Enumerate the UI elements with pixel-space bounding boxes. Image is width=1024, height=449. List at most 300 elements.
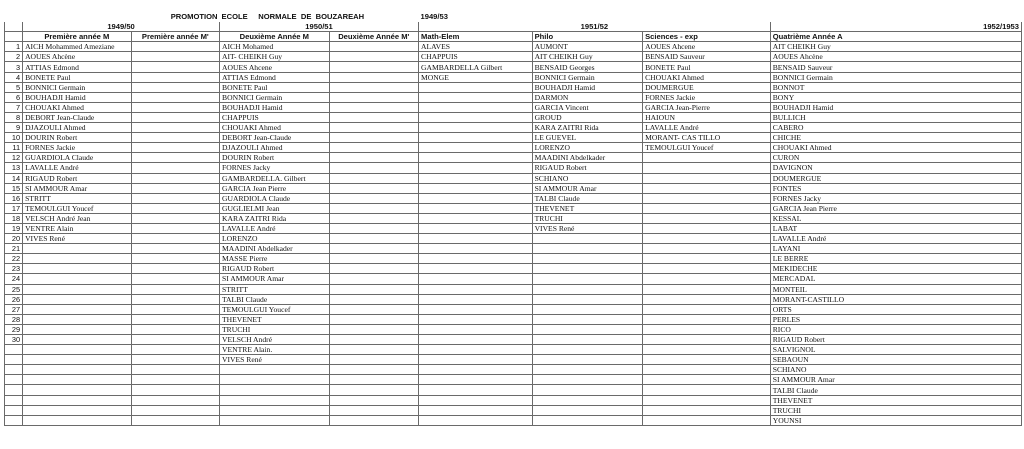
math-elem-cell <box>419 405 533 415</box>
philo-cell <box>532 375 643 385</box>
deuxieme-m-prime-cell <box>329 264 418 274</box>
table-row <box>5 415 1022 425</box>
math-elem-cell <box>419 415 533 425</box>
quatrieme-a-cell: DAVIGNON <box>770 163 1021 173</box>
sciences-exp-cell: BENSAID Sauveur <box>643 52 771 62</box>
sciences-exp-cell <box>643 375 771 385</box>
deuxieme-m-prime-cell <box>329 314 418 324</box>
sciences-exp-cell <box>643 294 771 304</box>
deuxieme-m-prime-cell <box>329 405 418 415</box>
sciences-exp-cell <box>643 324 771 334</box>
philo-cell: TALBI Claude <box>532 193 643 203</box>
philo-cell: GROUD <box>532 112 643 122</box>
deuxieme-m-prime-cell <box>329 304 418 314</box>
quatrieme-a-cell: AOUES Ahcène <box>770 52 1021 62</box>
quatrieme-a-cell: PERLES <box>770 314 1021 324</box>
col-philo: Philo <box>532 32 643 42</box>
sciences-exp-cell <box>643 395 771 405</box>
math-elem-cell <box>419 355 533 365</box>
quatrieme-a-cell: MEKIDECHE <box>770 264 1021 274</box>
math-elem-cell <box>419 153 533 163</box>
table-row <box>5 153 1022 163</box>
sciences-exp-cell <box>643 234 771 244</box>
premiere-m-cell <box>23 314 132 324</box>
math-elem-cell <box>419 304 533 314</box>
deuxieme-m-cell: LAVALLE André <box>220 223 330 233</box>
philo-cell <box>532 304 643 314</box>
row-number: 29 <box>5 324 23 334</box>
row-number: 4 <box>5 72 23 82</box>
sciences-exp-cell: MORANT- CAS TILLO <box>643 133 771 143</box>
table-row <box>5 405 1022 415</box>
quatrieme-a-cell: MORANT-CASTILLO <box>770 294 1021 304</box>
premiere-m-cell <box>23 335 132 345</box>
philo-cell <box>532 244 643 254</box>
deuxieme-m-cell: THEVENET <box>220 314 330 324</box>
row-number: 19 <box>5 223 23 233</box>
sciences-exp-cell <box>643 335 771 345</box>
premiere-m-cell: DJAZOULI Ahmed <box>23 123 132 133</box>
premiere-m-prime-cell <box>131 92 219 102</box>
deuxieme-m-prime-cell <box>329 355 418 365</box>
math-elem-cell <box>419 163 533 173</box>
quatrieme-a-cell: CABERO <box>770 123 1021 133</box>
col-deuxieme-m-prime: Deuxième Année M' <box>329 32 418 42</box>
philo-cell <box>532 274 643 284</box>
premiere-m-cell <box>23 415 132 425</box>
philo-cell <box>532 294 643 304</box>
premiere-m-cell: VENTRE Alain <box>23 223 132 233</box>
philo-cell <box>532 314 643 324</box>
row-number: 3 <box>5 62 23 72</box>
math-elem-cell <box>419 112 533 122</box>
quatrieme-a-cell: GARCIA Jean Pierre <box>770 203 1021 213</box>
premiere-m-prime-cell <box>131 213 219 223</box>
premiere-m-cell: LAVALLE André <box>23 163 132 173</box>
deuxieme-m-prime-cell <box>329 112 418 122</box>
deuxieme-m-prime-cell <box>329 72 418 82</box>
sciences-exp-cell <box>643 365 771 375</box>
math-elem-cell <box>419 314 533 324</box>
quatrieme-a-cell: MERCADAL <box>770 274 1021 284</box>
math-elem-cell <box>419 375 533 385</box>
quatrieme-a-cell: MONTEIL <box>770 284 1021 294</box>
deuxieme-m-cell: MAADINI Abdelkader <box>220 244 330 254</box>
philo-cell: SCHIANO <box>532 173 643 183</box>
philo-cell <box>532 365 643 375</box>
quatrieme-a-cell: KESSAL <box>770 213 1021 223</box>
promotion-label: PROMOTION <box>170 12 218 22</box>
premiere-m-prime-cell <box>131 62 219 72</box>
row-number: 13 <box>5 163 23 173</box>
row-number: 6 <box>5 92 23 102</box>
sciences-exp-cell <box>643 284 771 294</box>
philo-cell <box>532 234 643 244</box>
table-row <box>5 183 1022 193</box>
sciences-exp-cell: FORNES Jackie <box>643 92 771 102</box>
deuxieme-m-cell: DOURIN Robert <box>220 153 330 163</box>
premiere-m-cell <box>23 395 132 405</box>
deuxieme-m-prime-cell <box>329 254 418 264</box>
table-row <box>5 102 1022 112</box>
premiere-m-cell <box>23 294 132 304</box>
sciences-exp-cell: TEMOULGUI Youcef <box>643 143 771 153</box>
math-elem-cell <box>419 82 533 92</box>
row-number <box>5 345 23 355</box>
deuxieme-m-cell: VIVES René <box>220 355 330 365</box>
deuxieme-m-cell <box>220 405 330 415</box>
philo-cell: MAADINI Abdelkader <box>532 153 643 163</box>
table-row <box>5 355 1022 365</box>
math-elem-cell <box>419 385 533 395</box>
row-number: 21 <box>5 244 23 254</box>
philo-cell: DARMON <box>532 92 643 102</box>
quatrieme-a-cell: THEVENET <box>770 395 1021 405</box>
row-number <box>5 355 23 365</box>
premiere-m-prime-cell <box>131 52 219 62</box>
table-row <box>5 62 1022 72</box>
sciences-exp-cell <box>643 254 771 264</box>
deuxieme-m-prime-cell <box>329 395 418 405</box>
premiere-m-cell <box>23 274 132 284</box>
row-number: 2 <box>5 52 23 62</box>
premiere-m-prime-cell <box>131 193 219 203</box>
table-row <box>5 193 1022 203</box>
deuxieme-m-prime-cell <box>329 294 418 304</box>
deuxieme-m-cell: BONETE Paul <box>220 82 330 92</box>
sciences-exp-cell <box>643 153 771 163</box>
deuxieme-m-cell: FORNES Jacky <box>220 163 330 173</box>
sciences-exp-cell <box>643 173 771 183</box>
premiere-m-prime-cell <box>131 345 219 355</box>
quatrieme-a-cell: BONNICI Germain <box>770 72 1021 82</box>
math-elem-cell <box>419 183 533 193</box>
row-number <box>5 405 23 415</box>
deuxieme-m-cell: GUGLIELMI Jean <box>220 203 330 213</box>
philo-cell <box>532 395 643 405</box>
premiere-m-prime-cell <box>131 365 219 375</box>
quatrieme-a-cell: SALVIGNOL <box>770 345 1021 355</box>
table-row <box>5 365 1022 375</box>
premiere-m-prime-cell <box>131 163 219 173</box>
row-number <box>5 415 23 425</box>
math-elem-cell <box>419 284 533 294</box>
premiere-m-prime-cell <box>131 284 219 294</box>
table-row <box>5 143 1022 153</box>
philo-cell: BOUHADJI Hamid <box>532 82 643 92</box>
quatrieme-a-cell: YOUNSI <box>770 415 1021 425</box>
sciences-exp-cell <box>643 264 771 274</box>
deuxieme-m-prime-cell <box>329 193 418 203</box>
math-elem-cell <box>419 223 533 233</box>
deuxieme-m-cell: TALBI Claude <box>220 294 330 304</box>
deuxieme-m-prime-cell <box>329 284 418 294</box>
sciences-exp-cell: LAVALLE André <box>643 123 771 133</box>
deuxieme-m-prime-cell <box>329 143 418 153</box>
premiere-m-prime-cell <box>131 355 219 365</box>
year-1952-53: 1952/1953 <box>770 22 1021 32</box>
math-elem-cell <box>419 294 533 304</box>
row-number: 26 <box>5 294 23 304</box>
row-number: 20 <box>5 234 23 244</box>
premiere-m-prime-cell <box>131 153 219 163</box>
deuxieme-m-prime-cell <box>329 415 418 425</box>
year-row <box>5 22 1022 32</box>
philo-cell: AUMONT <box>532 42 643 52</box>
deuxieme-m-prime-cell <box>329 223 418 233</box>
premiere-m-prime-cell <box>131 234 219 244</box>
math-elem-cell <box>419 143 533 153</box>
table-row <box>5 173 1022 183</box>
table-row <box>5 234 1022 244</box>
philo-cell: GARCIA Vincent <box>532 102 643 112</box>
deuxieme-m-prime-cell <box>329 234 418 244</box>
premiere-m-cell <box>23 244 132 254</box>
deuxieme-m-prime-cell <box>329 42 418 52</box>
deuxieme-m-prime-cell <box>329 102 418 112</box>
deuxieme-m-prime-cell <box>329 52 418 62</box>
quatrieme-a-cell: CHICHE <box>770 133 1021 143</box>
quatrieme-a-cell: FORNES Jacky <box>770 193 1021 203</box>
table-row <box>5 274 1022 284</box>
deuxieme-m-prime-cell <box>329 345 418 355</box>
premiere-m-prime-cell <box>131 143 219 153</box>
premiere-m-cell: BONNICI Germain <box>23 82 132 92</box>
promotion-years: 1949/53 <box>420 12 448 22</box>
math-elem-cell <box>419 133 533 143</box>
quatrieme-a-cell: CURON <box>770 153 1021 163</box>
deuxieme-m-prime-cell <box>329 123 418 133</box>
premiere-m-prime-cell <box>131 82 219 92</box>
philo-cell <box>532 355 643 365</box>
deuxieme-m-cell: CHAPPUIS <box>220 112 330 122</box>
deuxieme-m-prime-cell <box>329 163 418 173</box>
philo-cell: BENSAID Georges <box>532 62 643 72</box>
philo-cell <box>532 284 643 294</box>
deuxieme-m-cell <box>220 395 330 405</box>
quatrieme-a-cell: ORTS <box>770 304 1021 314</box>
quatrieme-a-cell: BENSAID Sauveur <box>770 62 1021 72</box>
deuxieme-m-prime-cell <box>329 183 418 193</box>
table-row <box>5 163 1022 173</box>
quatrieme-a-cell: CHOUAKI Ahmed <box>770 143 1021 153</box>
table-row <box>5 264 1022 274</box>
deuxieme-m-cell <box>220 375 330 385</box>
quatrieme-a-cell: BONY <box>770 92 1021 102</box>
deuxieme-m-prime-cell <box>329 375 418 385</box>
row-number <box>5 365 23 375</box>
premiere-m-prime-cell <box>131 405 219 415</box>
quatrieme-a-cell: SI AMMOUR Amar <box>770 375 1021 385</box>
row-number: 23 <box>5 264 23 274</box>
deuxieme-m-cell: GUARDIOLA Claude <box>220 193 330 203</box>
column-header-row <box>5 32 1022 42</box>
row-number <box>5 385 23 395</box>
premiere-m-prime-cell <box>131 375 219 385</box>
sciences-exp-cell: BONETE Paul <box>643 62 771 72</box>
deuxieme-m-cell: AOUES Ahcene <box>220 62 330 72</box>
quatrieme-a-cell: DOUMERGUE <box>770 173 1021 183</box>
col-deuxieme-m: Deuxième Année M <box>220 32 330 42</box>
premiere-m-prime-cell <box>131 102 219 112</box>
row-number: 28 <box>5 314 23 324</box>
col-premiere-m-prime: Première année M' <box>131 32 219 42</box>
math-elem-cell <box>419 203 533 213</box>
math-elem-cell <box>419 395 533 405</box>
row-number: 30 <box>5 335 23 345</box>
sciences-exp-cell <box>643 163 771 173</box>
math-elem-cell <box>419 345 533 355</box>
deuxieme-m-cell: VELSCH André <box>220 335 330 345</box>
row-number: 10 <box>5 133 23 143</box>
math-elem-cell: ALAVES <box>419 42 533 52</box>
deuxieme-m-prime-cell <box>329 244 418 254</box>
premiere-m-cell: AOUES Ahcène <box>23 52 132 62</box>
premiere-m-prime-cell <box>131 173 219 183</box>
premiere-m-cell: TEMOULGUI Youcef <box>23 203 132 213</box>
deuxieme-m-cell: STRITT <box>220 284 330 294</box>
premiere-m-cell: CHOUAKI Ahmed <box>23 102 132 112</box>
quatrieme-a-cell: LAVALLE André <box>770 234 1021 244</box>
math-elem-cell <box>419 335 533 345</box>
premiere-m-prime-cell <box>131 304 219 314</box>
premiere-m-cell: SI AMMOUR Amar <box>23 183 132 193</box>
premiere-m-cell: DOURIN Robert <box>23 133 132 143</box>
math-elem-cell <box>419 365 533 375</box>
deuxieme-m-prime-cell <box>329 82 418 92</box>
deuxieme-m-cell <box>220 385 330 395</box>
deuxieme-m-prime-cell <box>329 62 418 72</box>
deuxieme-m-cell: AIT- CHEIKH Guy <box>220 52 330 62</box>
math-elem-cell <box>419 324 533 334</box>
deuxieme-m-prime-cell <box>329 335 418 345</box>
quatrieme-a-cell: LABAT <box>770 223 1021 233</box>
premiere-m-cell: RIGAUD Robert <box>23 173 132 183</box>
math-elem-cell <box>419 173 533 183</box>
sciences-exp-cell <box>643 213 771 223</box>
table-row <box>5 294 1022 304</box>
premiere-m-prime-cell <box>131 395 219 405</box>
table-row <box>5 223 1022 233</box>
philo-cell: THEVENET <box>532 203 643 213</box>
premiere-m-prime-cell <box>131 294 219 304</box>
row-number: 25 <box>5 284 23 294</box>
deuxieme-m-prime-cell <box>329 173 418 183</box>
math-elem-cell <box>419 123 533 133</box>
premiere-m-prime-cell <box>131 123 219 133</box>
table-row <box>5 203 1022 213</box>
premiere-m-prime-cell <box>131 274 219 284</box>
table-row <box>5 112 1022 122</box>
quatrieme-a-cell: BOUHADJI Hamid <box>770 102 1021 112</box>
philo-cell: AIT CHEIKH Guy <box>532 52 643 62</box>
premiere-m-prime-cell <box>131 264 219 274</box>
row-number: 18 <box>5 213 23 223</box>
quatrieme-a-cell: SEBAOUN <box>770 355 1021 365</box>
deuxieme-m-cell: DJAZOULI Ahmed <box>220 143 330 153</box>
table-row <box>5 335 1022 345</box>
row-number: 27 <box>5 304 23 314</box>
sciences-exp-cell: GARCIA Jean-Pierre <box>643 102 771 112</box>
deuxieme-m-cell: VENTRE Alain. <box>220 345 330 355</box>
premiere-m-cell: VELSCH André Jean <box>23 213 132 223</box>
philo-cell: TRUCHI <box>532 213 643 223</box>
deuxieme-m-prime-cell <box>329 133 418 143</box>
premiere-m-cell <box>23 264 132 274</box>
row-number: 24 <box>5 274 23 284</box>
philo-cell <box>532 345 643 355</box>
math-elem-cell <box>419 193 533 203</box>
col-premiere-m: Première année M <box>23 32 132 42</box>
promotion-table <box>4 12 1022 426</box>
philo-cell <box>532 385 643 395</box>
premiere-m-prime-cell <box>131 183 219 193</box>
philo-cell: BONNICI Germain <box>532 72 643 82</box>
deuxieme-m-prime-cell <box>329 365 418 375</box>
sciences-exp-cell <box>643 183 771 193</box>
premiere-m-cell: VIVES René <box>23 234 132 244</box>
premiere-m-cell <box>23 254 132 264</box>
deuxieme-m-prime-cell <box>329 274 418 284</box>
premiere-m-cell: AICH Mohammed Ameziane <box>23 42 132 52</box>
quatrieme-a-cell: AIT CHEIKH Guy <box>770 42 1021 52</box>
row-number: 8 <box>5 112 23 122</box>
math-elem-cell <box>419 234 533 244</box>
premiere-m-prime-cell <box>131 72 219 82</box>
premiere-m-prime-cell <box>131 335 219 345</box>
sciences-exp-cell <box>643 405 771 415</box>
sciences-exp-cell: HAIOUN <box>643 112 771 122</box>
row-number: 1 <box>5 42 23 52</box>
premiere-m-prime-cell <box>131 314 219 324</box>
quatrieme-a-cell: TRUCHI <box>770 405 1021 415</box>
premiere-m-cell <box>23 345 132 355</box>
premiere-m-cell <box>23 355 132 365</box>
sciences-exp-cell: AOUES Ahcene <box>643 42 771 52</box>
table-row <box>5 375 1022 385</box>
philo-cell: LE GUEVEL <box>532 133 643 143</box>
year-1949-50: 1949/50 <box>23 22 220 32</box>
sciences-exp-cell <box>643 193 771 203</box>
deuxieme-m-prime-cell <box>329 203 418 213</box>
col-sciences-exp: Sciences - exp <box>643 32 771 42</box>
premiere-m-cell: GUARDIOLA Claude <box>23 153 132 163</box>
table-row <box>5 395 1022 405</box>
table-row <box>5 284 1022 294</box>
sciences-exp-cell <box>643 415 771 425</box>
deuxieme-m-prime-cell <box>329 213 418 223</box>
sciences-exp-cell <box>643 304 771 314</box>
deuxieme-m-cell: DEBORT Jean-Claude <box>220 133 330 143</box>
premiere-m-prime-cell <box>131 415 219 425</box>
sciences-exp-cell: CHOUAKI Ahmed <box>643 72 771 82</box>
premiere-m-cell: BOUHADJI Hamid <box>23 92 132 102</box>
premiere-m-prime-cell <box>131 133 219 143</box>
quatrieme-a-cell: RIGAUD Robert <box>770 335 1021 345</box>
philo-cell <box>532 264 643 274</box>
premiere-m-cell: ATTIAS Edmond <box>23 62 132 72</box>
math-elem-cell: GAMBARDELLA Gilbert <box>419 62 533 72</box>
table-row <box>5 133 1022 143</box>
table-row <box>5 314 1022 324</box>
premiere-m-cell <box>23 284 132 294</box>
row-number: 17 <box>5 203 23 213</box>
premiere-m-prime-cell <box>131 223 219 233</box>
math-elem-cell <box>419 102 533 112</box>
table-row <box>5 42 1022 52</box>
deuxieme-m-cell: AICH Mohamed <box>220 42 330 52</box>
quatrieme-a-cell: RICO <box>770 324 1021 334</box>
